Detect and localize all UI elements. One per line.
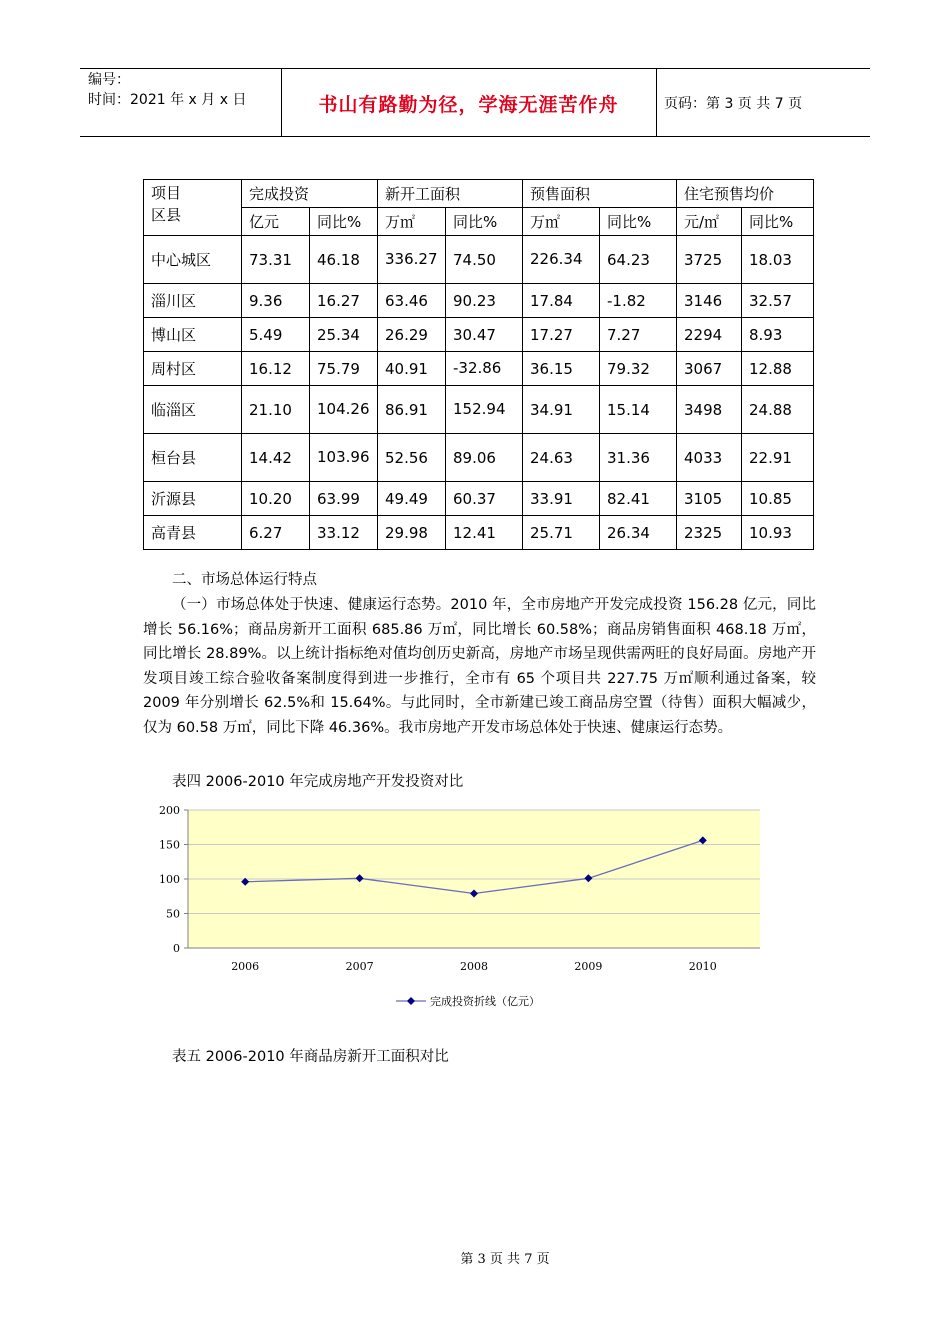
value-cell: 5.49	[242, 318, 310, 352]
value-cell: 3725	[677, 236, 742, 284]
value-cell: 14.42	[242, 434, 310, 482]
table-unit-row	[144, 208, 814, 236]
value-cell: 22.91	[742, 434, 814, 482]
value-cell: 32.57	[742, 284, 814, 318]
value-cell: 82.41	[600, 482, 677, 516]
table-row	[144, 434, 814, 482]
table4-caption: 表四 2006-2010 年完成房地产开发投资对比	[172, 774, 464, 790]
value-cell: 10.93	[742, 516, 814, 550]
value-cell: 79.32	[600, 352, 677, 386]
corner-header	[144, 180, 242, 236]
value-cell: 49.49	[378, 482, 446, 516]
value-cell: 17.27	[523, 318, 600, 352]
value-cell: 60.37	[446, 482, 523, 516]
district-cell: 淄川区	[144, 284, 242, 318]
unit-header: 同比%	[600, 208, 677, 236]
section-paragraph: （一）市场总体处于快速、健康运行态势。2010 年，全市房地产开发完成投资 156.28 亿元，同比增长 56.16%；商品房新开工面积 685.86 万㎡，同比增长 60.58%；商品房销售面积 468.18 万㎡，同比增长 28.89%。以上统计指标绝对值均创历史新高，房地产市场呈现供需两旺的良好局面。房地产开发项目竣工综合验收备案制度得到进一步推行，全市有 65 个项目共 227.75 万㎡顺利通过备案，较 2009 年分别增长 62.5%和 15.64%。与此同时，全市新建已竣工商品房空置（待售）面积大幅减少，仅为 60.58 万㎡，同比下降 46.36%。我市房地产开发市场总体处于快速、健康运行态势。	[143, 597, 816, 736]
x-tick-label: 2006	[231, 960, 260, 973]
value-cell: 90.23	[446, 284, 523, 318]
value-cell: 2294	[677, 318, 742, 352]
district-cell: 临淄区	[144, 386, 242, 434]
value-cell: 9.36	[242, 284, 310, 318]
value-cell: 21.10	[242, 386, 310, 434]
district-cell: 博山区	[144, 318, 242, 352]
district-cell: 桓台县	[144, 434, 242, 482]
value-cell: 24.63	[523, 434, 600, 482]
table-row	[144, 236, 814, 284]
value-cell: 73.31	[242, 236, 310, 284]
table5-caption: 表五 2006-2010 年商品房新开工面积对比	[172, 1049, 449, 1065]
value-cell: 12.88	[742, 352, 814, 386]
unit-header: 同比%	[446, 208, 523, 236]
value-cell: 103.96	[310, 434, 378, 482]
x-tick-label: 2010	[688, 960, 717, 973]
value-cell: 16.12	[242, 352, 310, 386]
value-cell: 33.91	[523, 482, 600, 516]
value-cell: 6.27	[242, 516, 310, 550]
header-left	[88, 70, 246, 110]
corner-bottom: 区县	[151, 206, 182, 224]
value-cell: 26.34	[600, 516, 677, 550]
value-cell: 74.50	[446, 236, 523, 284]
value-cell: 40.91	[378, 352, 446, 386]
table-row	[144, 516, 814, 550]
value-cell: 8.93	[742, 318, 814, 352]
page-footer: 第 3 页 共 7 页	[460, 1252, 550, 1267]
value-cell: 7.27	[600, 318, 677, 352]
corner-top: 项目	[151, 184, 182, 202]
legend-marker	[407, 997, 415, 1005]
value-cell: 12.41	[446, 516, 523, 550]
value-cell: -1.82	[600, 284, 677, 318]
value-cell: 25.34	[310, 318, 378, 352]
value-cell: 89.06	[446, 434, 523, 482]
time-label: 时间：2021 年 x 月 x 日	[88, 92, 247, 108]
y-tick-label: 100	[159, 873, 180, 886]
value-cell: 4033	[677, 434, 742, 482]
value-cell: 2325	[677, 516, 742, 550]
group-header: 住宅预售均价	[677, 180, 814, 208]
district-cell: 周村区	[144, 352, 242, 386]
y-tick-label: 50	[166, 907, 180, 921]
y-tick-label: 150	[159, 838, 180, 852]
legend-label: 完成投资折线（亿元）	[430, 995, 540, 1008]
unit-header: 亿元	[242, 208, 310, 236]
header-bottom-rule	[80, 136, 870, 137]
x-tick-label: 2009	[574, 960, 603, 973]
unit-header: 万㎡	[523, 208, 600, 236]
section-heading: 二、市场总体运行特点	[172, 572, 317, 588]
page-label: 页码：第 3 页 共 7 页	[664, 96, 803, 112]
value-cell: 52.56	[378, 434, 446, 482]
number-label: 编号：	[88, 72, 130, 88]
value-cell: 15.14	[600, 386, 677, 434]
district-cell: 沂源县	[144, 482, 242, 516]
investment-line-chart	[140, 796, 780, 1026]
value-cell: 10.20	[242, 482, 310, 516]
x-tick-label: 2008	[460, 960, 488, 973]
value-cell: 29.98	[378, 516, 446, 550]
table-row	[144, 482, 814, 516]
value-cell: 152.94	[446, 386, 523, 434]
value-cell: 3105	[677, 482, 742, 516]
table-row	[144, 352, 814, 386]
unit-header: 元/㎡	[677, 208, 742, 236]
value-cell: 64.23	[600, 236, 677, 284]
value-cell: 25.71	[523, 516, 600, 550]
y-tick-label: 0	[173, 942, 180, 955]
value-cell: 24.88	[742, 386, 814, 434]
value-cell: 18.03	[742, 236, 814, 284]
value-cell: 17.84	[523, 284, 600, 318]
value-cell: 34.91	[523, 386, 600, 434]
value-cell: 10.85	[742, 482, 814, 516]
y-tick-label: 200	[159, 804, 180, 817]
unit-header: 同比%	[742, 208, 814, 236]
value-cell: 31.36	[600, 434, 677, 482]
value-cell: 75.79	[310, 352, 378, 386]
district-table	[143, 179, 814, 550]
table-row	[144, 284, 814, 318]
value-cell: 3498	[677, 386, 742, 434]
value-cell: 3146	[677, 284, 742, 318]
x-tick-label: 2007	[345, 960, 374, 973]
value-cell: 63.46	[378, 284, 446, 318]
value-cell: 46.18	[310, 236, 378, 284]
header-top-rule	[80, 68, 870, 69]
value-cell: 104.26	[310, 386, 378, 434]
group-header: 完成投资	[242, 180, 378, 208]
value-cell: 26.29	[378, 318, 446, 352]
value-cell: 30.47	[446, 318, 523, 352]
header-divider	[656, 68, 657, 136]
table-header-row	[144, 180, 814, 208]
unit-header: 同比%	[310, 208, 378, 236]
value-cell: -32.86	[446, 352, 523, 386]
value-cell: 36.15	[523, 352, 600, 386]
district-cell: 高青县	[144, 516, 242, 550]
value-cell: 86.91	[378, 386, 446, 434]
value-cell: 63.99	[310, 482, 378, 516]
header-motto: 书山有路勤为径，学海无涯苦作舟	[318, 94, 619, 116]
district-cell: 中心城区	[144, 236, 242, 284]
table-row	[144, 386, 814, 434]
value-cell: 16.27	[310, 284, 378, 318]
unit-header: 万㎡	[378, 208, 446, 236]
value-cell: 3067	[677, 352, 742, 386]
group-header: 预售面积	[523, 180, 677, 208]
value-cell: 33.12	[310, 516, 378, 550]
value-cell: 226.34	[523, 236, 600, 284]
value-cell: 336.27	[378, 236, 446, 284]
table-row	[144, 318, 814, 352]
group-header: 新开工面积	[378, 180, 523, 208]
